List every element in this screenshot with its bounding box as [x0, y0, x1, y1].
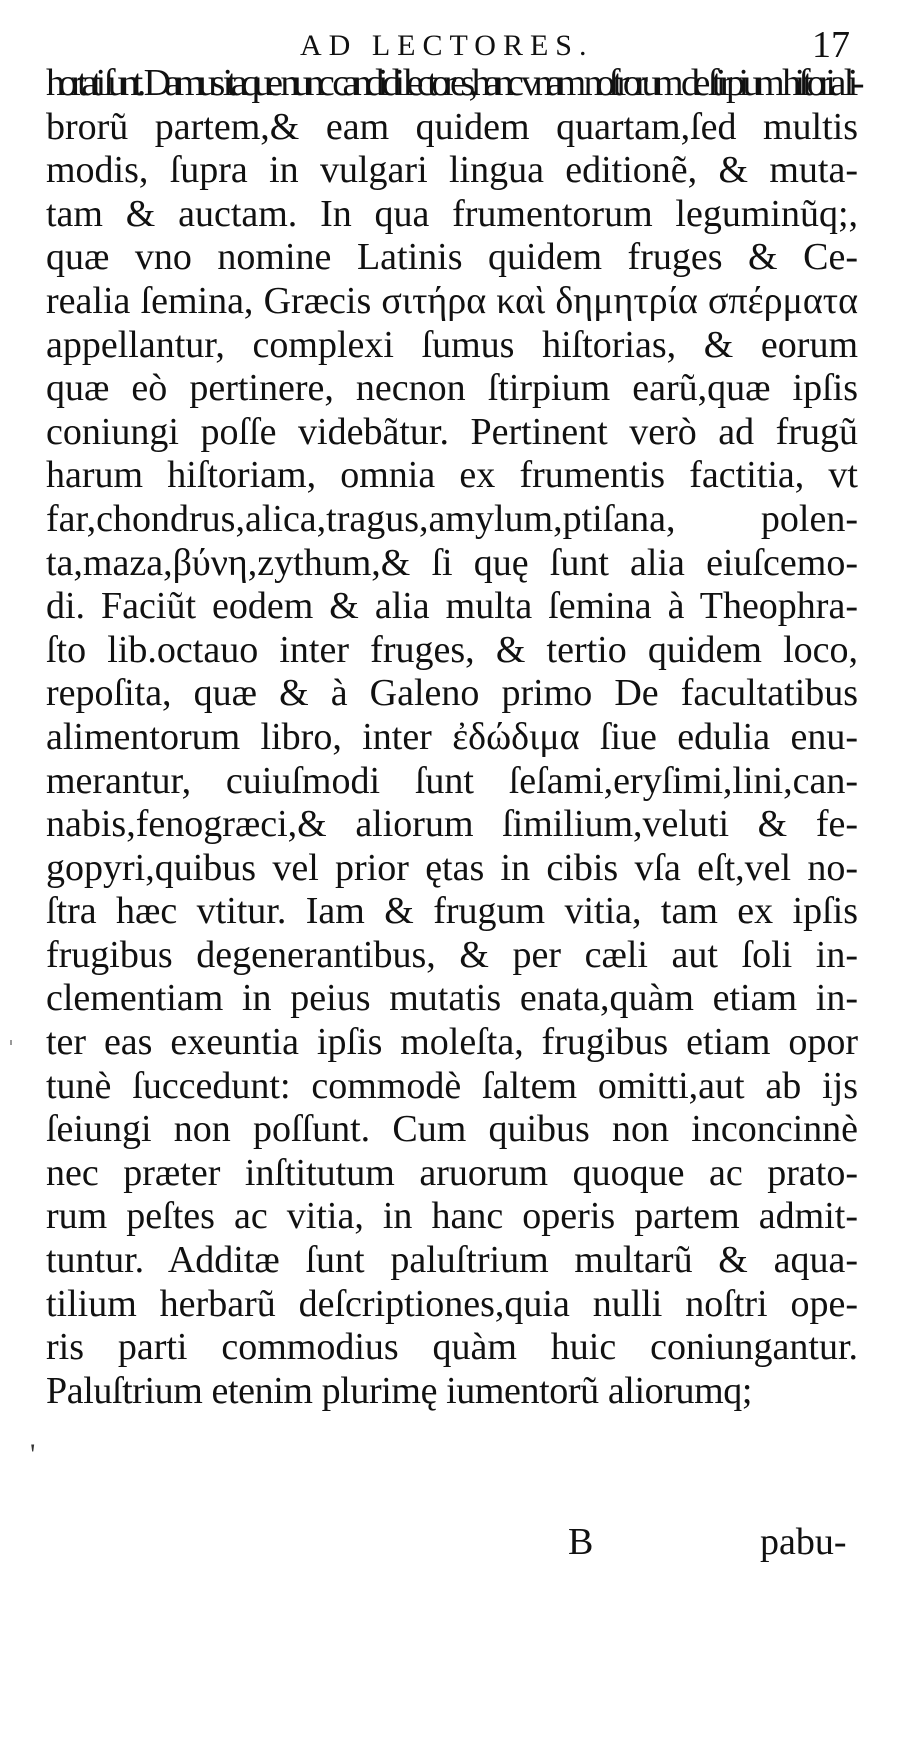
text-line: harum hiſtoriam, omnia ex frumentis factitia, vt: [46, 454, 858, 497]
text-line: di. Faciũt eodem & alia multa ſemina à Theophra-: [46, 585, 858, 628]
text-line: ſto lib.octauo inter fruges, & tertio quidem loco,: [46, 628, 858, 671]
text-line: clementiam in peius mutatis enata,quàm etiam in-: [46, 977, 858, 1020]
text-line: quæ eò pertinere, necnon ſtirpium earũ,quæ ipſis: [46, 367, 858, 410]
text-line: alimentorum libro, inter ἐδώδιμα ſiue edulia enu-: [46, 715, 858, 758]
page-number: 17: [812, 24, 850, 66]
text-line: hortati ſunt. Damus itaque nunc candidi lectores,hanc vnam noſtrorum de ſtirpium hiſtoria li-: [46, 62, 858, 104]
text-line: quæ vno nomine Latinis quidem fruges & Ce-: [46, 236, 858, 279]
margin-mark: ': [30, 1438, 36, 1471]
text-line: Paluſtrium etenim plurimę iumentorũ aliorumq;: [46, 1369, 752, 1412]
text-line: tunè ſuccedunt: commodè ſaltem omitti,aut ab ijs: [46, 1064, 858, 1107]
text-line: nec præter inſtitutum aruorum quoque ac prato-: [46, 1151, 858, 1194]
text-line: frugibus degenerantibus, & per cæli aut ſoli in-: [46, 933, 858, 976]
text-line: ſtra hæc vtitur. Iam & frugum vitia, tam ex ipſis: [46, 890, 858, 933]
body-text: [46, 62, 858, 1413]
text-line: ſeiungi non poſſunt. Cum quibus non inconcinnè: [46, 1108, 858, 1151]
text-line: repoſita, quæ & à Galeno primo De facultatibus: [46, 672, 858, 715]
text-line: merantur, cuiuſmodi ſunt ſeſami,eryſimi,lini,can-: [46, 759, 858, 802]
text-line: nabis,fenogræci,& aliorum ſimilium,veluti & fe-: [46, 803, 858, 846]
text-line: gopyri,quibus vel prior ętas in cibis vſa eſt,vel no-: [46, 846, 858, 889]
text-line: rum peſtes ac vitia, in hanc operis partem admit-: [46, 1195, 858, 1238]
text-line: tuntur. Additæ ſunt paluſtrium multarũ & aqua-: [46, 1239, 858, 1282]
running-head: [0, 22, 900, 66]
text-line: ta,maza,βύνη,zythum,& ſi quę ſunt alia eiuſcemo-: [46, 541, 858, 584]
text-line: realia ſemina, Græcis σιτήρα καὶ δημητρία σπέρματα: [46, 279, 858, 322]
text-line: tilium herbarũ deſcriptiones,quia nulli noſtri ope-: [46, 1282, 858, 1325]
running-head-title: AD LECTORES.: [300, 29, 594, 62]
catchword: pabu-: [760, 1521, 847, 1563]
text-line: appellantur, complexi ſumus hiſtorias, & eorum: [46, 323, 858, 366]
text-line: modis, ſupra in vulgari lingua editionẽ, & muta-: [46, 149, 858, 192]
text-line: tam & auctam. In qua frumentorum leguminũq;,: [46, 192, 858, 235]
text-line: ter eas exeuntia ipſis moleſta, frugibus etiam opor: [46, 1021, 858, 1064]
signature-mark: B: [568, 1521, 594, 1563]
text-line: far,chondrus,alica,tragus,amylum,ptiſana, polen-: [46, 497, 858, 540]
text-line: coniungi poſſe videbãtur. Pertinent verò ad frugũ: [46, 410, 858, 453]
paper-speck: [10, 1040, 12, 1045]
text-line: brorũ partem,& eam quidem quartam,ſed multis: [46, 105, 858, 148]
text-line: ris parti commodius quàm huic coniungantur.: [46, 1326, 858, 1369]
